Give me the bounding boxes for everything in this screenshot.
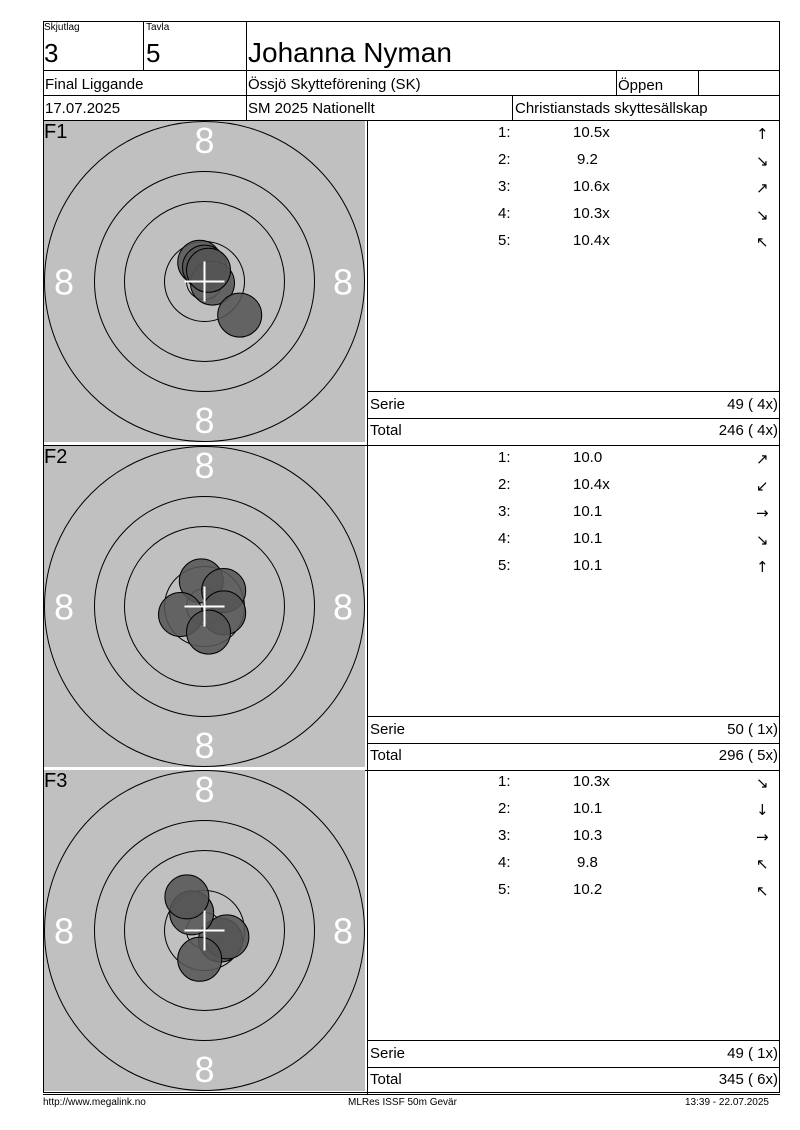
ring-number-label: 8 <box>53 586 75 628</box>
shot-number: 3: <box>498 178 511 195</box>
ring-number-label: 8 <box>53 910 75 952</box>
ring-number-label: 8 <box>53 261 75 303</box>
shot-number: 2: <box>498 476 511 493</box>
shot-number: 3: <box>498 503 511 520</box>
shot-direction-icon: ↗ <box>756 179 769 197</box>
total-label: Total <box>370 1071 402 1088</box>
serie-value: 49 ( 1x) <box>727 1045 778 1062</box>
total-value: 296 ( 5x) <box>718 747 778 764</box>
shot-direction-icon: ↖ <box>756 855 769 873</box>
shot-mark <box>187 610 231 654</box>
ring-number-label: 8 <box>194 725 215 766</box>
shot-number: 2: <box>498 800 511 817</box>
footer-software: MLRes ISSF 50m Gevär <box>348 1097 457 1108</box>
shot-mark <box>187 248 231 292</box>
ring-number-label: 8 <box>332 261 354 303</box>
target-diagram <box>44 770 365 1091</box>
competition: SM 2025 Nationellt <box>248 100 375 117</box>
series-label: F2 <box>44 446 68 468</box>
club: Össjö Skytteförening (SK) <box>248 76 421 93</box>
shooter-name: Johanna Nyman <box>248 37 452 68</box>
total-value: 246 ( 4x) <box>718 422 778 439</box>
shot-value: 9.2 <box>577 151 598 168</box>
shot-direction-icon: → <box>756 504 769 522</box>
total-label: Total <box>370 422 402 439</box>
shot-number: 1: <box>498 773 511 790</box>
serie-value: 50 ( 1x) <box>727 721 778 738</box>
shot-value: 10.4x <box>573 232 610 249</box>
ring-number-label: 8 <box>332 910 354 952</box>
skjutlag-value: 3 <box>44 38 59 68</box>
serie-label: Serie <box>370 396 406 413</box>
shot-value: 10.6x <box>573 178 610 195</box>
total-label: Total <box>370 747 402 764</box>
shot-direction-icon: ↑ <box>756 558 769 576</box>
tavla-label: Tavla <box>146 22 170 33</box>
shot-value: 10.1 <box>573 800 603 817</box>
serie-label: Serie <box>370 1045 406 1062</box>
shot-number: 1: <box>498 124 511 141</box>
total-value: 345 ( 6x) <box>718 1071 778 1088</box>
date: 17.07.2025 <box>45 100 121 117</box>
ring-number-label: 8 <box>194 446 215 486</box>
shot-number: 5: <box>498 232 511 249</box>
tavla-value: 5 <box>146 38 161 68</box>
shot-number: 4: <box>498 530 511 547</box>
shot-value: 10.4x <box>573 476 610 493</box>
series-label: F1 <box>44 121 68 143</box>
shot-value: 10.3 <box>573 827 603 844</box>
shot-value: 10.1 <box>573 503 603 520</box>
shot-value: 10.1 <box>573 530 603 547</box>
shot-direction-icon: ↘ <box>756 152 769 170</box>
discipline: Final Liggande <box>45 76 144 93</box>
shot-value: 9.8 <box>577 854 598 871</box>
shot-direction-icon: ↖ <box>756 882 769 900</box>
shot-direction-icon: → <box>756 828 769 846</box>
ring-number-label: 8 <box>194 1049 215 1090</box>
shot-direction-icon: ↘ <box>756 531 769 549</box>
shot-direction-icon: ↘ <box>756 774 769 792</box>
shot-direction-icon: ↖ <box>756 233 769 251</box>
class: Öppen <box>618 77 664 94</box>
shot-number: 2: <box>498 151 511 168</box>
shot-value: 10.3x <box>573 773 610 790</box>
target-diagram <box>44 446 365 767</box>
shot-number: 4: <box>498 205 511 222</box>
shot-value: 10.5x <box>573 124 610 141</box>
shot-value: 10.1 <box>573 557 603 574</box>
shot-direction-icon: ↑ <box>756 125 769 143</box>
skjutlag-label: Skjutlag <box>44 22 80 33</box>
shot-mark <box>218 293 262 337</box>
target-diagram <box>44 121 365 442</box>
shot-direction-icon: ↗ <box>756 450 769 468</box>
shot-number: 5: <box>498 557 511 574</box>
shot-mark <box>165 875 209 919</box>
shot-mark <box>178 937 222 981</box>
shot-number: 4: <box>498 854 511 871</box>
ring-number-label: 8 <box>194 121 215 161</box>
shot-direction-icon: ↙ <box>756 477 769 495</box>
shot-number: 3: <box>498 827 511 844</box>
ring-number-label: 8 <box>194 400 215 441</box>
shot-number: 1: <box>498 449 511 466</box>
shot-number: 5: <box>498 881 511 898</box>
footer-timestamp: 13:39 - 22.07.2025 <box>685 1097 769 1108</box>
shot-value: 10.0 <box>573 449 603 466</box>
series-label: F3 <box>44 770 68 792</box>
ring-number-label: 8 <box>194 770 215 810</box>
ring-number-label: 8 <box>332 586 354 628</box>
shot-value: 10.3x <box>573 205 610 222</box>
serie-value: 49 ( 4x) <box>727 396 778 413</box>
organizer: Christianstads skyttesällskap <box>515 100 708 117</box>
footer-url: http://www.megalink.no <box>43 1097 146 1108</box>
shot-direction-icon: ↓ <box>756 801 769 819</box>
shot-value: 10.2 <box>573 881 603 898</box>
shot-direction-icon: ↘ <box>756 206 769 224</box>
serie-label: Serie <box>370 721 406 738</box>
